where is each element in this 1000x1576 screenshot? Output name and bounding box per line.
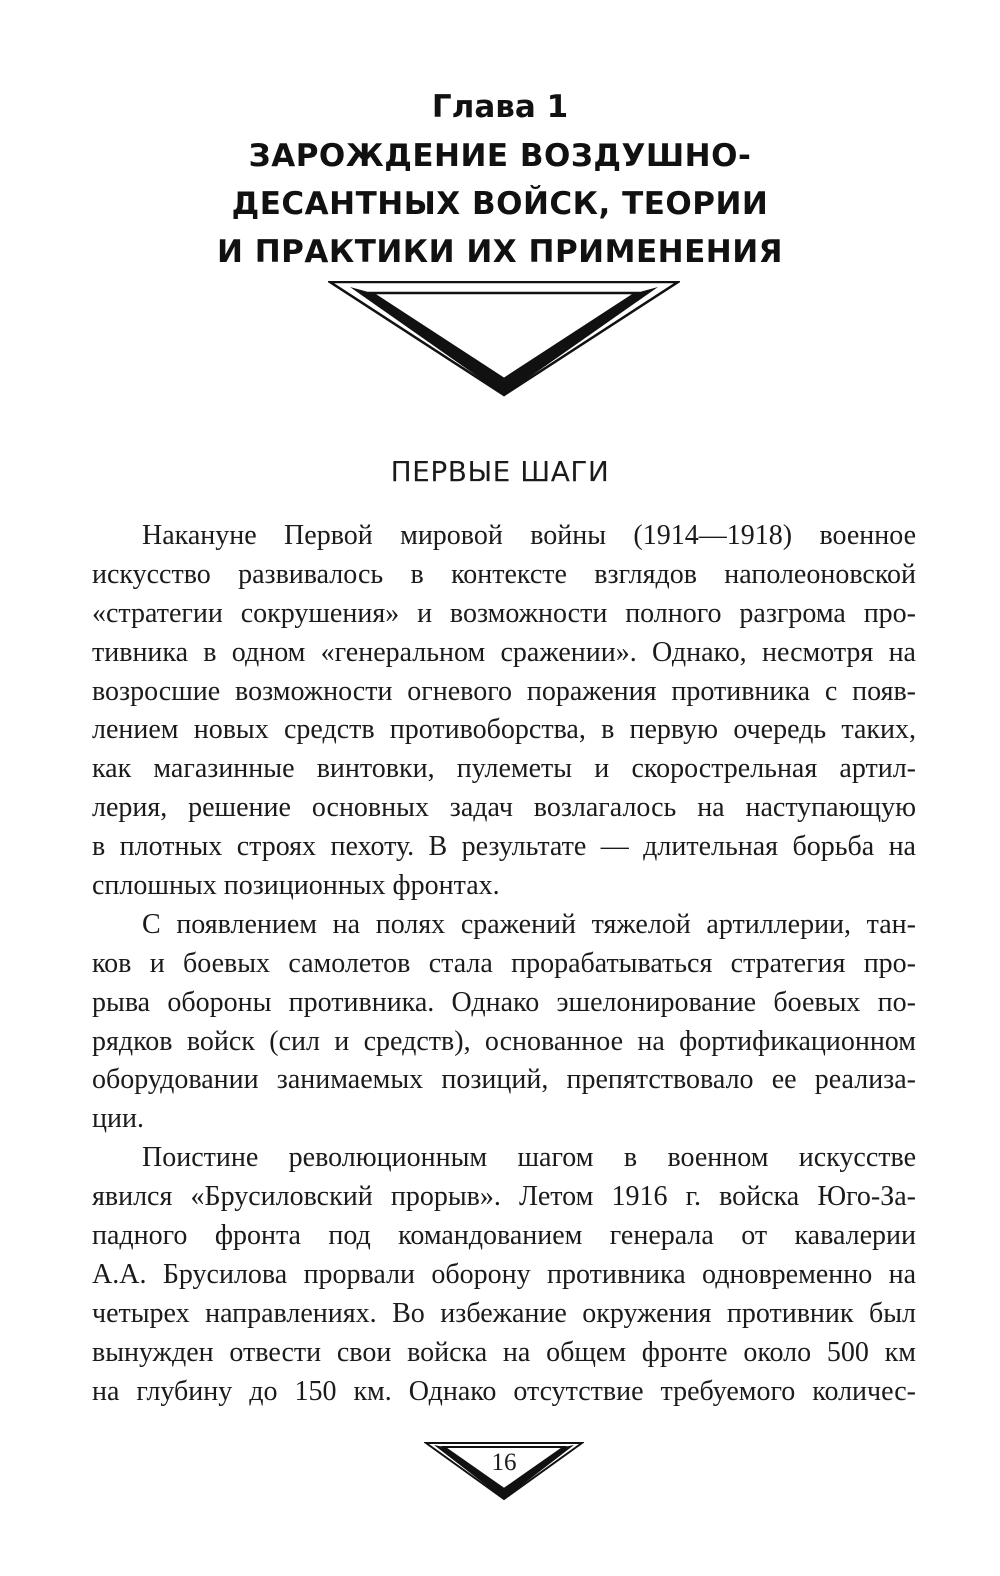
paragraph — [92, 906, 916, 1139]
text-line: «стратегии сокрушения» и возможности полного разгрома про- — [92, 597, 916, 629]
chapter-title-line: И ПРАКТИКИ ИХ ПРИМЕНЕНИЯ — [216, 234, 784, 270]
text-line: как магазинные винтовки, пулеметы и скорострельная артил- — [92, 753, 916, 785]
text-line: лением новых средств противоборства, в первую очередь таких, — [92, 714, 916, 746]
text-line: вынужден отвести свои войска на общем фронте около 500 км — [92, 1336, 916, 1368]
text-line: ков и боевых самолетов стала прорабатываться стратегия про- — [92, 947, 916, 979]
chapter-triangle-ornament — [328, 281, 680, 401]
text-line: искусство развивалось в контексте взглядов наполеоновской — [92, 558, 916, 590]
text-line: оборудовании занимаемых позиций, препятствовало ее реализа- — [92, 1064, 916, 1096]
chapter-title — [0, 132, 1000, 276]
text-line: Поистине революционным шагом в военном искусстве — [142, 1142, 916, 1174]
text-line: явился «Брусиловский прорыв». Летом 1916 г. войска Юго-За- — [92, 1181, 916, 1213]
text-line: рядков войск (сил и средств), основанное на фортификационном — [92, 1025, 916, 1057]
page-number: 16 — [491, 1449, 517, 1476]
text-line: четырех направлениях. Во избежание окружения противник был — [92, 1297, 916, 1329]
text-line: ции. — [92, 1103, 144, 1135]
text-line: сплошных позиционных фронтах. — [92, 870, 500, 902]
text-line: лерия, решение основных задач возлагалось на наступающую — [92, 792, 916, 824]
chapter-label: Глава 1 — [431, 89, 569, 125]
chapter-header — [0, 82, 1000, 276]
text-line: А.А. Брусилова прорвали оборону противника одновременно на — [92, 1258, 916, 1290]
body-text — [92, 517, 916, 1411]
chapter-title-line: ДЕСАНТНЫХ ВОЙСК, ТЕОРИИ — [231, 186, 769, 222]
chapter-title-line: ЗАРОЖДЕНИЕ ВОЗДУШНО- — [248, 138, 752, 174]
text-line: Накануне Первой мировой войны (1914—1918) военное — [142, 520, 916, 551]
text-line: С появлением на полях сражений тяжелой артиллерии, тан- — [142, 908, 916, 940]
text-line: тивника в одном «генеральном сражении». Однако, несмотря на — [92, 636, 916, 668]
text-line: рыва обороны противника. Однако эшелонирование боевых по- — [92, 986, 916, 1018]
page-number-ornament — [424, 1441, 584, 1503]
text-line: в плотных строях пехоту. В результате — длительная борьба на — [92, 831, 916, 863]
paragraph — [92, 1139, 916, 1411]
paragraph — [92, 517, 916, 906]
section-title: ПЕРВЫЕ ШАГИ — [390, 455, 610, 488]
text-line: возросшие возможности огневого поражения противника с появ- — [92, 675, 916, 707]
text-line: падного фронта под командованием генерала от кавалерии — [92, 1220, 916, 1252]
text-line: на глубину до 150 км. Однако отсутствие требуемого количес- — [92, 1375, 916, 1407]
